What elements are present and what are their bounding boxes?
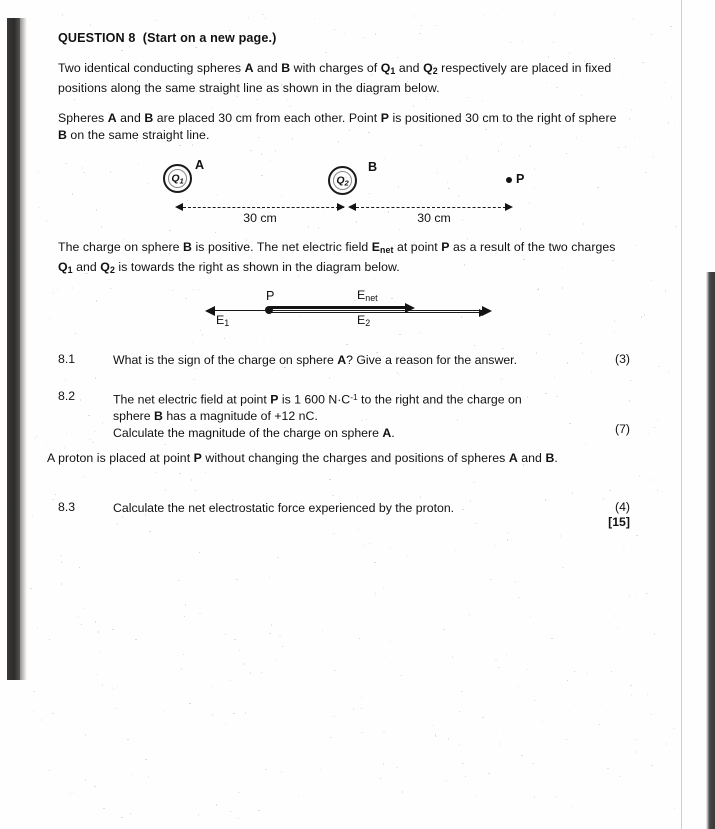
symbol-enet: E (371, 240, 381, 254)
text-fragment: on the same straight line. (66, 127, 210, 142)
question-8-3-number: 8.3 (58, 500, 76, 514)
text-fragment: . (554, 451, 558, 465)
text-fragment: ? Give a reason for the answer. (346, 353, 517, 367)
text-fragment: . (391, 425, 395, 440)
vector-e2-line (270, 312, 481, 313)
vector-e1-label (216, 313, 229, 328)
symbol-q2: Q (423, 61, 433, 75)
text-fragment: The net electric field at point (113, 392, 271, 407)
vector-e1-arrowhead (205, 306, 215, 316)
symbol-q1-sub: 1 (67, 264, 73, 275)
symbol-q2: Q (100, 259, 110, 274)
text-fragment: is positive. The net electric field (191, 240, 372, 254)
symbol-e2-sub: 2 (365, 317, 371, 328)
question-8-2-number: 8.2 (58, 389, 76, 403)
symbol-enet-sub: net (380, 244, 394, 255)
text-fragment: The charge on sphere (58, 240, 184, 254)
text-fragment: without changing the charges and positions of spheres (201, 451, 509, 465)
sphere-a-charge-label (165, 172, 190, 185)
symbol-q1-sub: 1 (390, 65, 396, 76)
symbol-e1-sub: 1 (224, 317, 230, 328)
charge-symbol: Q (171, 172, 180, 185)
scan-edge-left-fade (20, 18, 27, 680)
proton-paragraph (47, 450, 622, 467)
dimension-bp-line (356, 207, 511, 208)
symbol-q2-sub: 2 (109, 264, 115, 275)
question-8-3-marks: (4) (614, 500, 630, 514)
text-fragment: Two identical conducting spheres (58, 61, 245, 75)
text-fragment: is positioned 30 cm to the right of sphere (388, 111, 617, 125)
total-marks: [15] (608, 515, 630, 529)
field-point-p-tag: P (266, 289, 275, 303)
label-sphere-b: B (154, 409, 163, 424)
scan-edge-left (7, 18, 20, 680)
dimension-ab-line (183, 207, 344, 208)
charge-subscript: 2 (344, 177, 349, 187)
question-8-1-marks: (3) (614, 352, 630, 366)
dimension-bp-arrow-right (505, 203, 513, 211)
text-fragment: to the right and the charge on (357, 392, 522, 407)
vector-e2-arrowhead (479, 309, 487, 317)
text-fragment: are placed 30 cm from each other. Point (153, 111, 381, 125)
dimension-bp-arrow-left (348, 203, 356, 211)
text-fragment: has a magnitude of +12 nC. (162, 409, 318, 424)
label-sphere-b: B (281, 61, 291, 75)
label-point-p: P (270, 392, 279, 407)
vector-enet-line (270, 306, 407, 309)
label-sphere-a: A (107, 111, 117, 125)
dimension-bp-label: 30 cm (417, 211, 451, 225)
scan-rule-right (681, 0, 682, 829)
field-paragraph (58, 239, 618, 278)
sphere-b-charge-label (330, 174, 355, 187)
text-fragment: Calculate the magnitude of the charge on sphere (113, 425, 383, 440)
sphere-b (328, 166, 357, 195)
text-fragment: and (517, 451, 546, 465)
text-fragment: is towards the right as shown in the diagram below. (114, 259, 400, 274)
symbol-e2: E (357, 313, 366, 327)
question-8-2-text (113, 389, 573, 441)
text-fragment: A proton is placed at point (47, 451, 194, 465)
label-sphere-b: B (144, 111, 154, 125)
question-8-1-text (113, 352, 563, 369)
text-fragment: sphere (113, 409, 155, 424)
vector-enet-label (357, 288, 378, 303)
text-fragment: Spheres (58, 111, 108, 125)
symbol-q1: Q (380, 61, 391, 75)
text-fragment: with charges of (290, 61, 381, 75)
label-sphere-b: B (183, 240, 192, 254)
symbol-enet-sub: net (365, 292, 378, 303)
question-number: QUESTION 8 (58, 31, 136, 45)
label-point-p: P (441, 240, 450, 254)
label-sphere-a: A (337, 353, 347, 367)
label-point-p: P (380, 111, 389, 125)
symbol-q2-sub: 2 (432, 65, 438, 76)
page-title (58, 30, 478, 47)
charge-subscript: 1 (179, 175, 184, 185)
vector-e2-label (357, 313, 370, 328)
question-8-3-text: Calculate the net electrostatic force experienced by the proton. (113, 501, 455, 515)
intro-paragraph-2 (58, 110, 618, 143)
text-fragment: is 1 600 N·C (278, 392, 351, 407)
text-fragment: as a result of the two charges (449, 240, 616, 254)
vector-e1-line (213, 310, 266, 311)
sphere-a (163, 164, 192, 193)
text-fragment: and (72, 259, 101, 274)
label-point-p: P (193, 451, 202, 465)
dimension-ab-label: 30 cm (243, 211, 277, 225)
symbol-e1: E (216, 313, 225, 327)
text-fragment: What is the sign of the charge on sphere (113, 353, 338, 367)
dimension-ab-arrow-left (175, 203, 183, 211)
question-8-1-number: 8.1 (58, 352, 76, 366)
symbol-enet: E (357, 288, 366, 302)
point-p-tag: P (516, 172, 525, 186)
label-sphere-a: A (244, 61, 254, 75)
text-fragment: respectively are placed in fixed positions along the same straight line as shown in the diagram below. (58, 61, 612, 95)
text-fragment: at point (393, 240, 442, 254)
dimension-ab-arrow-right (337, 203, 345, 211)
label-sphere-b: B (545, 451, 555, 465)
intro-paragraph-1 (58, 60, 618, 96)
text-fragment: and (395, 61, 424, 75)
unit-exponent: -1 (350, 392, 358, 402)
symbol-q1: Q (58, 259, 68, 274)
text-fragment: and (253, 61, 282, 75)
label-sphere-a: A (382, 425, 392, 440)
point-p-dot (506, 177, 512, 183)
label-sphere-b: B (58, 127, 67, 142)
sphere-a-tag: A (195, 158, 205, 172)
label-sphere-a: A (508, 451, 518, 465)
scan-edge-right (706, 272, 715, 829)
sphere-b-tag: B (368, 160, 378, 174)
text-fragment: and (116, 111, 145, 125)
question-8-2-marks: (7) (614, 422, 630, 436)
charge-symbol: Q (336, 174, 345, 187)
question-instruction: (Start on a new page.) (142, 31, 277, 45)
